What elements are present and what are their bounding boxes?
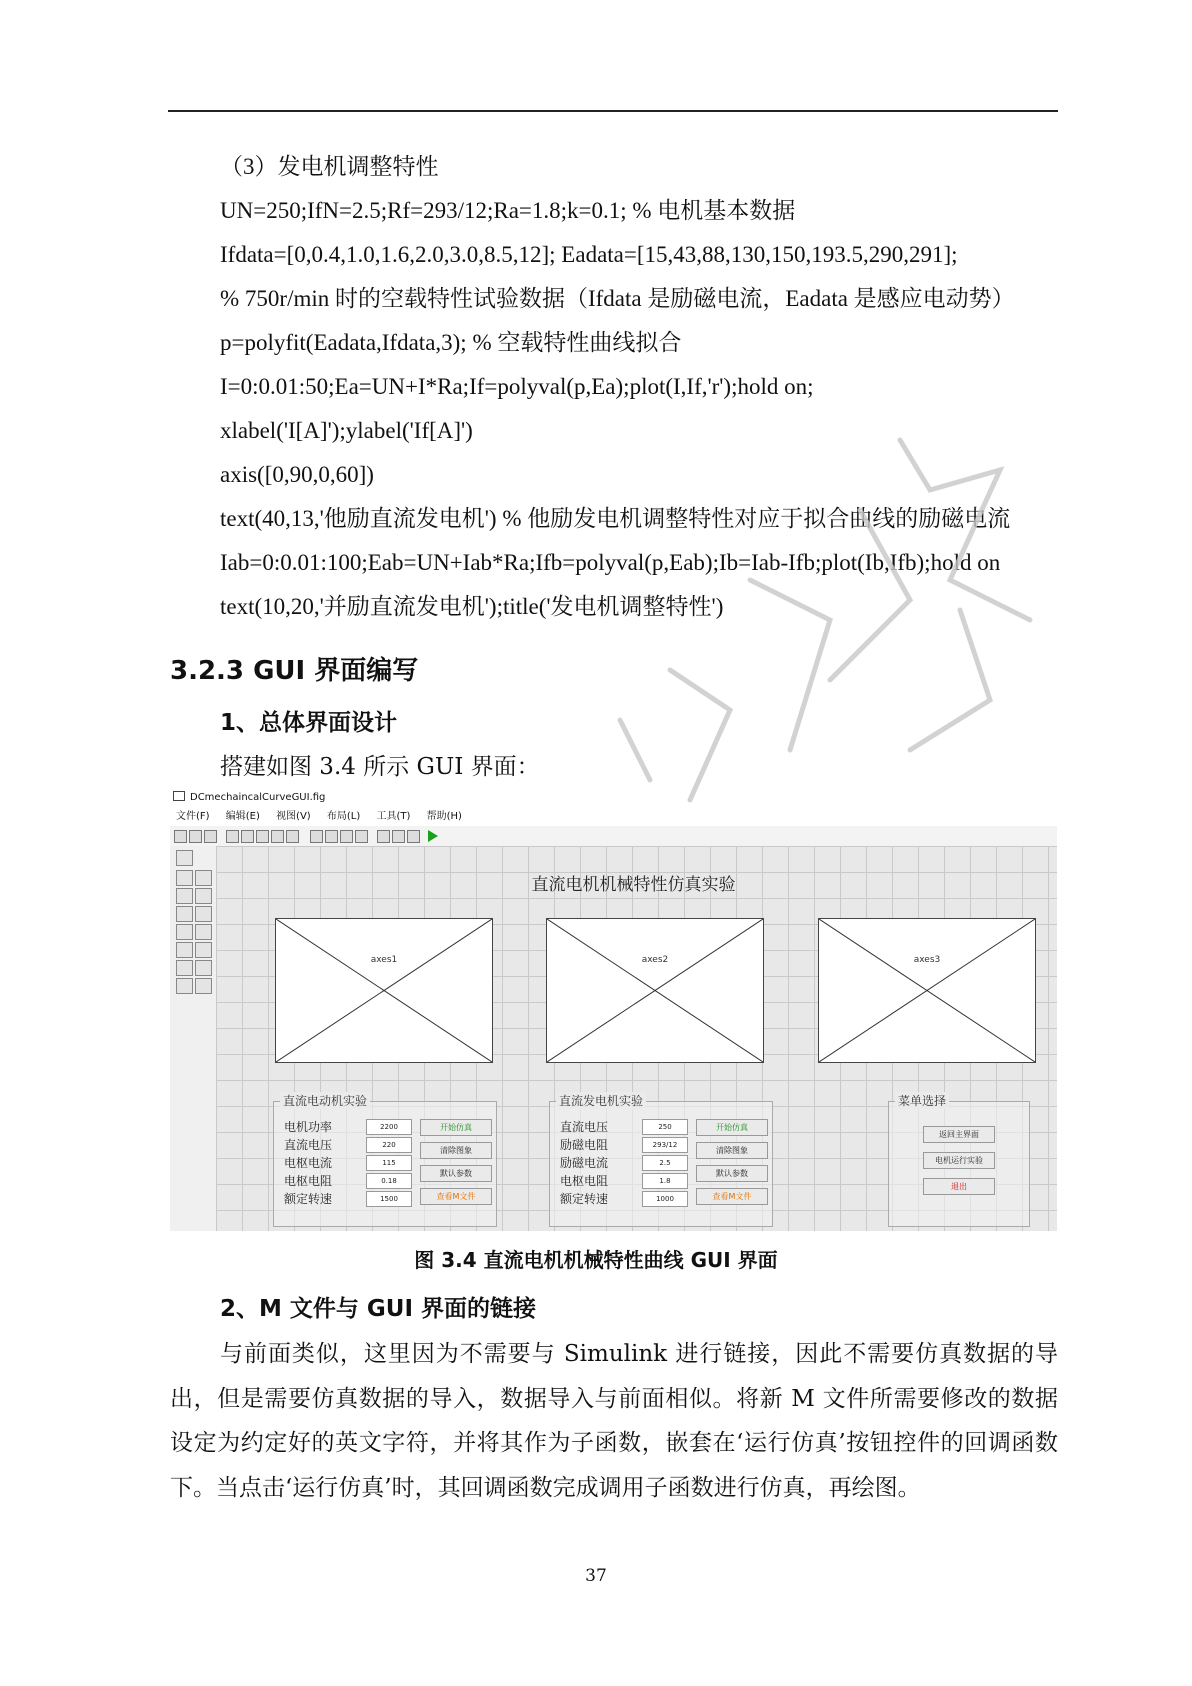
panel-title: 直流发电机实验: [556, 1092, 646, 1109]
code-line: UN=250;IfN=2.5;Rf=293/12;Ra=1.8;k=0.1; % 电机基本数据: [220, 198, 796, 223]
new-icon[interactable]: [174, 830, 187, 843]
gui-screenshot: [170, 788, 1057, 1231]
axes-label: axes2: [641, 955, 669, 965]
window-titlebar: [170, 788, 1057, 808]
paste-icon[interactable]: [256, 830, 269, 843]
code-line: % 750r/min 时的空载特性试验数据（Ifdata 是励磁电流，Eadata 是感应电动势）: [220, 286, 1015, 311]
figure-title: 直流电机机械特性仿真实验: [531, 875, 736, 895]
param-input[interactable]: 220: [366, 1137, 412, 1153]
togglebutton-icon[interactable]: [176, 942, 193, 958]
motor-run-experiment-button[interactable]: 电机运行实验: [923, 1152, 995, 1169]
menu-help[interactable]: 帮助(H): [426, 811, 462, 822]
panel-title: 直流电动机实验: [280, 1092, 370, 1109]
header-rule: [168, 110, 1058, 112]
toolbar-editor-icon[interactable]: [355, 830, 368, 843]
cut-icon[interactable]: [226, 830, 239, 843]
component-palette: [170, 846, 216, 1231]
param-label: 电枢电阻: [560, 1174, 609, 1188]
code-line: p=polyfit(Eadata,Ifdata,3); % 空载特性曲线拟合: [220, 330, 682, 355]
axes3[interactable]: [818, 918, 1036, 1063]
axes2[interactable]: [546, 918, 764, 1063]
axes-placeholder-cross: [276, 919, 492, 1062]
param-label: 励磁电阻: [560, 1138, 609, 1152]
param-input[interactable]: 293/12: [642, 1137, 688, 1153]
default-params-button[interactable]: 默认参数: [420, 1165, 492, 1182]
menu-editor-icon[interactable]: [325, 830, 338, 843]
param-input[interactable]: 2200: [366, 1119, 412, 1135]
code-line: I=0:0.01:50;Ea=UN+I*Ra;If=polyval(p,Ea);plot(I,If,'r');hold on;: [220, 374, 814, 399]
param-input[interactable]: 1.8: [642, 1173, 688, 1189]
subsection-heading: 1、总体界面设计: [220, 710, 398, 736]
param-label: 额定转速: [560, 1192, 609, 1206]
window-title: DCmechaincalCurveGUI.fig: [190, 792, 326, 803]
param-input[interactable]: 2.5: [642, 1155, 688, 1171]
figure-icon: [173, 791, 185, 801]
panel-icon[interactable]: [195, 960, 212, 976]
param-label: 额定转速: [284, 1192, 333, 1206]
body-paragraph: 与前面类似，这里因为不需要与 Simulink 进行链接，因此不需要仿真数据的导出，但是需要仿真数据的导入，数据导入与前面相似。将新 M 文件所需要修改的数据设定为约定好的英文字符，并将其作为子函数，嵌套在‘运行仿真’按钮控件的回调函数下。当点击‘运行仿真’时，其回调函数完成调用子函数进行仿真，再绘图。: [170, 1341, 1058, 1501]
code-line: axis([0,90,0,60]): [220, 462, 374, 487]
menubar: [170, 808, 1057, 826]
view-mfile-button[interactable]: 查看M文件: [420, 1188, 492, 1205]
param-input[interactable]: 1500: [366, 1191, 412, 1207]
param-input[interactable]: 250: [642, 1119, 688, 1135]
generator-panel: [549, 1094, 773, 1227]
listbox-icon[interactable]: [195, 924, 212, 940]
menu-edit[interactable]: 编辑(E): [225, 811, 260, 822]
tab-order-icon[interactable]: [340, 830, 353, 843]
exit-button[interactable]: 退出: [923, 1178, 995, 1195]
browser-icon[interactable]: [407, 830, 420, 843]
copy-icon[interactable]: [241, 830, 254, 843]
menu-tools[interactable]: 工具(T): [376, 811, 411, 822]
clear-plot-button[interactable]: 清除图象: [696, 1142, 768, 1159]
axes-label: axes3: [913, 955, 941, 965]
page-number: 37: [585, 1566, 607, 1586]
align-icon[interactable]: [310, 830, 323, 843]
code-line: xlabel('I[A]');ylabel('If[A]'): [220, 418, 473, 443]
toolbar: [170, 826, 1057, 847]
param-input[interactable]: 1000: [642, 1191, 688, 1207]
param-label: 励磁电流: [560, 1156, 609, 1170]
menu-view[interactable]: 视图(V): [276, 811, 311, 822]
code-line: text(40,13,'他励直流发电机') % 他励发电机调整特性对应于拟合曲线的励磁电流: [220, 506, 1011, 531]
code-line: text(10,20,'并励直流发电机');title('发电机调整特性'): [220, 594, 724, 619]
axes-placeholder-cross: [547, 919, 763, 1062]
motor-panel: [273, 1094, 497, 1227]
table-icon[interactable]: [195, 942, 212, 958]
param-label: 电机功率: [284, 1120, 333, 1134]
watermark: [530, 420, 1050, 840]
param-label: 电枢电流: [284, 1156, 333, 1170]
popupmenu-icon[interactable]: [176, 924, 193, 940]
param-input[interactable]: 115: [366, 1155, 412, 1171]
axes-placeholder-cross: [819, 919, 1035, 1062]
section-heading: 3.2.3 GUI 界面编写: [170, 656, 419, 686]
activex-icon[interactable]: [195, 978, 212, 994]
figure-caption: 图 3.4 直流电机机械特性曲线 GUI 界面: [414, 1248, 778, 1272]
subsection-heading: 2、M 文件与 GUI 界面的链接: [220, 1296, 537, 1322]
param-label: 直流电压: [284, 1138, 333, 1152]
menu-layout[interactable]: 布局(L): [326, 811, 361, 822]
code-line: Ifdata=[0,0.4,1.0,1.6,2.0,3.0,8.5,12]; Eadata=[15,43,88,130,150,193.5,290,291];: [220, 242, 958, 267]
subsection-label: （3）发电机调整特性: [220, 154, 439, 179]
menu-select-panel: [888, 1094, 1030, 1227]
view-mfile-button[interactable]: 查看M文件: [696, 1188, 768, 1205]
axes-label: axes1: [370, 955, 398, 965]
select-pointer-icon[interactable]: [176, 850, 193, 866]
buttongroup-icon[interactable]: [176, 978, 193, 994]
open-icon[interactable]: [189, 830, 202, 843]
default-params-button[interactable]: 默认参数: [696, 1165, 768, 1182]
edittext-icon[interactable]: [176, 906, 193, 922]
clear-plot-button[interactable]: 清除图象: [420, 1142, 492, 1159]
param-label: 直流电压: [560, 1120, 609, 1134]
undo-icon[interactable]: [271, 830, 284, 843]
return-main-button[interactable]: 返回主界面: [923, 1126, 995, 1143]
editor-icon[interactable]: [377, 830, 390, 843]
inspector-icon[interactable]: [392, 830, 405, 843]
panel-title: 菜单选择: [895, 1092, 949, 1109]
intro-text: 搭建如图 3.4 所示 GUI 界面：: [220, 754, 540, 780]
redo-icon[interactable]: [286, 830, 299, 843]
axes-icon[interactable]: [176, 960, 193, 976]
param-label: 电枢电阻: [284, 1174, 333, 1188]
start-simulation-button[interactable]: 开始仿真: [696, 1119, 768, 1136]
statictext-icon[interactable]: [195, 906, 212, 922]
code-line: Iab=0:0.01:100;Eab=UN+Iab*Ra;Ifb=polyval(p,Eab);Ib=Iab-Ifb;plot(Ib,Ifb);hold on: [220, 550, 1001, 575]
axes1[interactable]: [275, 918, 493, 1063]
menu-file[interactable]: 文件(F): [176, 811, 210, 822]
param-input[interactable]: 0.18: [366, 1173, 412, 1189]
save-icon[interactable]: [204, 830, 217, 843]
start-simulation-button[interactable]: 开始仿真: [420, 1119, 492, 1136]
run-icon[interactable]: [428, 830, 438, 842]
